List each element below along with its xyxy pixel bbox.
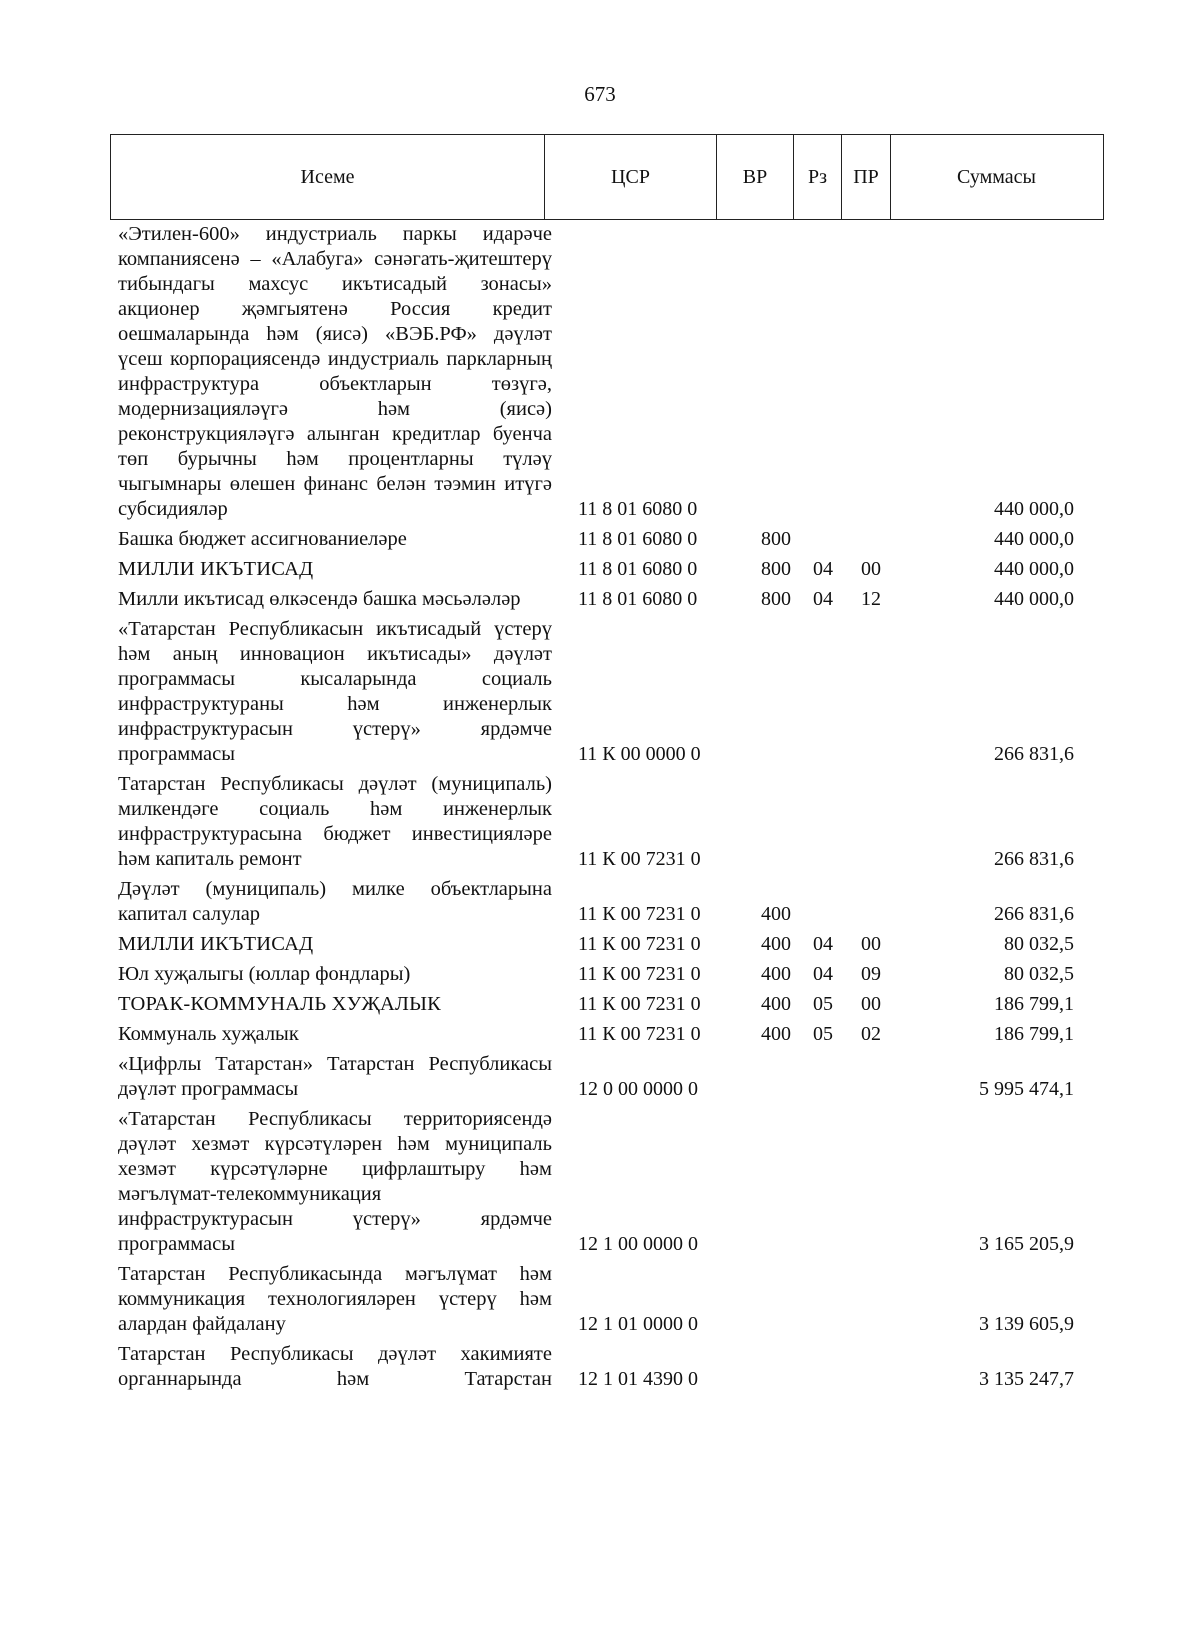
row-csr: 12 1 01 0000 0 [578, 1313, 698, 1335]
row-csr: 11 К 00 7231 0 [578, 1023, 701, 1045]
row-name: Татарстан Республикасы дәүләт хакимияте органнарында һәм Татарстан [118, 1343, 552, 1390]
table-row [118, 992, 1098, 1017]
row-csr: 11 8 01 6080 0 [578, 528, 698, 550]
row-vr: 800 [761, 528, 791, 550]
row-sum: 3 165 205,9 [979, 1233, 1074, 1255]
row-vr: 400 [761, 1023, 791, 1045]
table-row [118, 617, 1098, 767]
row-sum: 80 032,5 [1004, 963, 1074, 985]
row-csr: 11 8 01 6080 0 [578, 498, 698, 520]
row-name: МИЛЛИ ИКЪТИСАД [118, 933, 314, 955]
table-row [118, 557, 1098, 582]
table-row [118, 1107, 1098, 1257]
header-csr: ЦСР [545, 135, 717, 219]
row-name: Юл хуҗалыгы (юллар фондлары) [118, 963, 411, 985]
row-sum: 5 995 474,1 [979, 1078, 1074, 1100]
row-name: Коммуналь хуҗалык [118, 1023, 299, 1045]
header-name: Исеме [111, 135, 545, 219]
header-rz: Рз [794, 135, 842, 219]
table-row [118, 587, 1098, 612]
row-sum: 3 139 605,9 [979, 1313, 1074, 1335]
row-rz: 04 [813, 588, 833, 610]
row-csr: 12 1 00 0000 0 [578, 1233, 698, 1255]
page-number: 673 [584, 82, 616, 106]
row-sum: 440 000,0 [994, 588, 1074, 610]
row-sum: 266 831,6 [994, 848, 1074, 870]
row-csr: 11 К 00 7231 0 [578, 993, 701, 1015]
table-row [118, 1022, 1098, 1047]
row-sum: 440 000,0 [994, 528, 1074, 550]
row-name: ТОРАК-КОММУНАЛЬ ХУҖАЛЫК [118, 993, 442, 1015]
row-name: «Татарстан Республикасы территориясендә дәүләт хезмәт күрсәтүләрен һәм муниципаль хезмәт күрсәтүләрне цифрлаштыру һәм мәгълүмат-телекоммуникация инфраструктурасын үстерү» ярдәмче программасы [118, 1108, 552, 1255]
row-pr: 09 [861, 963, 881, 985]
row-pr: 00 [861, 933, 881, 955]
header-vr: ВР [717, 135, 794, 219]
table-row [118, 932, 1098, 957]
table-row [118, 877, 1098, 927]
row-vr: 800 [761, 588, 791, 610]
row-rz: 05 [813, 993, 833, 1015]
row-sum: 266 831,6 [994, 903, 1074, 925]
row-name: «Татарстан Республикасын икътисадый үстерү һәм аның инновацион икътисады» дәүләт программасы кысаларында социаль инфраструктураны һәм инженерлык инфраструктурасын үстерү» ярдәмче программасы [118, 618, 552, 765]
row-pr: 12 [861, 588, 881, 610]
row-csr: 12 1 01 4390 0 [578, 1368, 698, 1390]
row-name: «Цифрлы Татарстан» Татарстан Республикасы дәүләт программасы [118, 1053, 552, 1100]
table-row [118, 222, 1098, 522]
row-sum: 80 032,5 [1004, 933, 1074, 955]
table-row [118, 1262, 1098, 1337]
row-sum: 186 799,1 [994, 1023, 1074, 1045]
row-sum: 3 135 247,7 [979, 1368, 1074, 1390]
table-header [110, 134, 1104, 220]
row-vr: 400 [761, 963, 791, 985]
table-body [118, 222, 1098, 1397]
table-row [118, 1052, 1098, 1102]
row-name: Милли икътисад өлкәсендә башка мәсьәләләр [118, 588, 521, 610]
row-csr: 11 К 00 7231 0 [578, 933, 701, 955]
row-vr: 400 [761, 903, 791, 925]
row-csr: 11 К 00 7231 0 [578, 848, 701, 870]
header-pr: ПР [842, 135, 891, 219]
row-sum: 186 799,1 [994, 993, 1074, 1015]
table-row [118, 962, 1098, 987]
row-name: МИЛЛИ ИКЪТИСАД [118, 558, 314, 580]
row-sum: 440 000,0 [994, 558, 1074, 580]
row-vr: 800 [761, 558, 791, 580]
row-csr: 11 К 00 7231 0 [578, 903, 701, 925]
row-name: Башка бюджет ассигнованиеләре [118, 528, 407, 550]
row-csr: 11 8 01 6080 0 [578, 558, 698, 580]
table-row [118, 1342, 1098, 1392]
header-sum: Суммасы [957, 165, 1036, 188]
row-rz: 04 [813, 558, 833, 580]
row-name: Татарстан Республикасы дәүләт (муниципаль) милкендәге социаль һәм инженерлык инфраструктурасына бюджет инвестицияләре һәм капиталь ремонт [118, 773, 552, 870]
row-csr: 11 К 00 7231 0 [578, 963, 701, 985]
row-pr: 02 [861, 1023, 881, 1045]
row-name: Дәүләт (муниципаль) милке объектларына капитал салулар [118, 878, 552, 925]
row-vr: 400 [761, 993, 791, 1015]
row-name: «Этилен-600» индустриаль паркы идарәче компаниясенә – «Алабуга» сәнәгать-җитештерү тибындагы махсус икътисадый зонасы» акционер җәмгыятенә Россия кредит оешмаларында һәм (яисә) «ВЭБ.РФ» дәүләт үсеш корпорациясендә индустриаль паркларның инфраструктура объектларын төзүгә, модернизацияләүгә һәм (яисә) реконструкцияләүгә алынган кредитлар буенча төп бурычны һәм процентларны түләү чыгымнары өлешен финанс белән тәэмин итүгә субсидияләр [118, 223, 552, 520]
row-name: Татарстан Республикасында мәгълүмат һәм коммуникация технологияләрен үстерү һәм алардан файдалану [118, 1263, 552, 1335]
row-rz: 05 [813, 1023, 833, 1045]
table-row [118, 772, 1098, 872]
row-pr: 00 [861, 993, 881, 1015]
row-rz: 04 [813, 933, 833, 955]
row-sum: 266 831,6 [994, 743, 1074, 765]
row-vr: 400 [761, 933, 791, 955]
row-sum: 440 000,0 [994, 498, 1074, 520]
row-pr: 00 [861, 558, 881, 580]
row-csr: 11 8 01 6080 0 [578, 588, 698, 610]
table-row [118, 527, 1098, 552]
row-rz: 04 [813, 963, 833, 985]
row-csr: 12 0 00 0000 0 [578, 1078, 698, 1100]
row-csr: 11 К 00 0000 0 [578, 743, 701, 765]
